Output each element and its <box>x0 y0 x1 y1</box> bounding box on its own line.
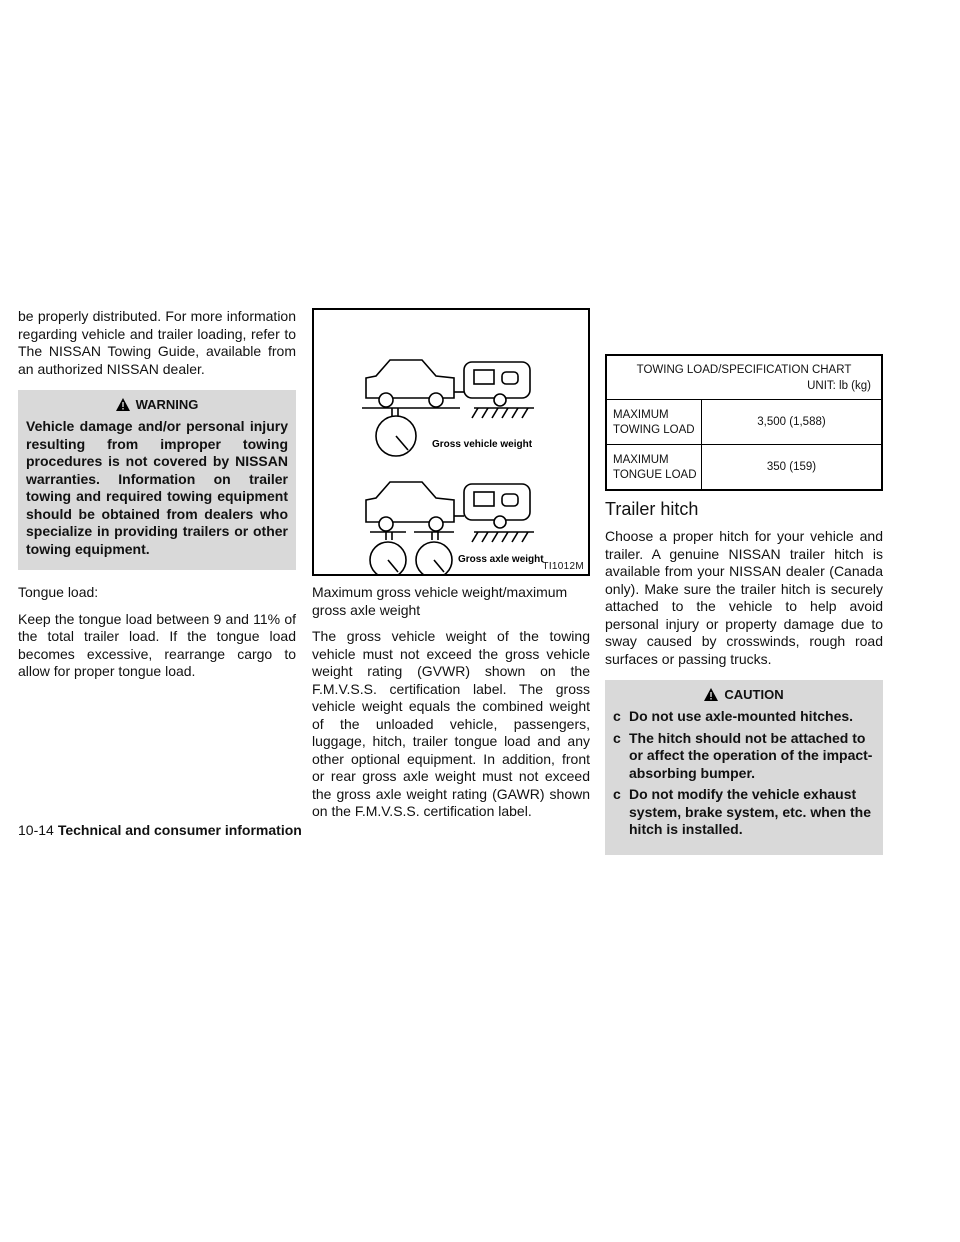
gross-axle-weight-label: Gross axle weight <box>458 554 544 565</box>
caution-item-text: Do not use axle-mounted hitches. <box>629 708 854 724</box>
weight-illustration <box>312 308 590 576</box>
intro-paragraph: be properly distributed. For more information regarding vehicle and trailer loading, refer to The NISSAN Towing Guide, available from an authorized NISSAN dealer. <box>18 308 296 377</box>
warning-header <box>26 396 288 412</box>
chart-title: TOWING LOAD/SPECIFICATION CHART <box>636 364 852 376</box>
tongue-load-text: Keep the tongue load between 9 and 11% of the total trailer load. If the tongue load becomes excessive, rearrange cargo to allow for proper tongue load. <box>18 610 296 679</box>
caution-box <box>605 680 883 855</box>
left-column <box>18 308 296 690</box>
caution-item-text: The hitch should not be attached to or affect the operation of the impact-absorbing bumper. <box>629 729 873 781</box>
row-label-line: TOWING LOAD <box>613 424 695 436</box>
warning-text: Vehicle damage and/or personal injury resulting from improper towing procedures is not covered by NISSAN warranties. Information on trailer towing and required towing equipment should be obtained from dealers who specialize in providing trailers or other towing equipment. <box>26 418 288 557</box>
weight-diagram <box>314 310 588 574</box>
list-item <box>613 786 875 839</box>
row-label-line: TONGUE LOAD <box>613 469 697 481</box>
row-label-line: MAXIMUM <box>613 409 669 421</box>
caution-title: CAUTION <box>724 686 784 702</box>
table-row <box>607 445 881 489</box>
page-number: 10-14 <box>18 822 54 838</box>
caution-list <box>613 708 875 839</box>
gross-weight-text: The gross vehicle weight of the towing vehicle must not exceed the gross vehicle weight rating (GVWR) shown on the F.M.V.S.S. certification label. The gross vehicle weight equals the combined weight of the unloaded vehicle, passengers, luggage, hitch, trailer tongue load and any other optional equipment. In addition, front or rear gross axle weight must not exceed the gross axle weight rating (GAWR) shown on the F.M.V.S.S. certification label. <box>312 628 590 819</box>
warning-title: WARNING <box>135 396 199 412</box>
tongue-load-heading: Tongue load: <box>18 584 99 600</box>
bullet-mark: c <box>613 708 621 724</box>
table-row <box>607 400 881 445</box>
bullet-mark: c <box>613 729 621 746</box>
towing-load-chart <box>605 354 883 491</box>
warning-icon <box>116 398 130 411</box>
gross-vehicle-weight-label: Gross vehicle weight <box>432 439 533 450</box>
figure-id: TI1012M <box>542 561 584 572</box>
list-item <box>613 708 875 726</box>
chart-unit: UNIT: lb (kg) <box>607 380 881 400</box>
row-label <box>607 400 702 444</box>
right-column <box>605 308 883 855</box>
row-value: 3,500 (1,588) <box>757 416 826 428</box>
section-title: Technical and consumer information <box>57 822 302 838</box>
trailer-hitch-heading: Trailer hitch <box>605 499 699 519</box>
trailer-hitch-text: Choose a proper hitch for your vehicle and trailer. A genuine NISSAN trailer hitch is available from your NISSAN dealer (Canada only). Make sure the trailer hitch is securely attached to the vehicle to help avoid personal injury or property damage due to sway caused by crosswinds, rough road surfaces or passing trucks. <box>605 528 883 667</box>
warning-box <box>18 390 296 570</box>
row-label <box>607 445 702 489</box>
bullet-mark: c <box>613 786 621 802</box>
page-footer <box>18 822 302 838</box>
caution-item-text: Do not modify the vehicle exhaust system, brake system, etc. when the hitch is installed. <box>629 786 871 837</box>
list-item <box>613 730 875 783</box>
caution-icon <box>704 688 718 701</box>
middle-column <box>312 308 590 830</box>
row-value: 350 (159) <box>766 461 817 473</box>
figure-caption: Maximum gross vehicle weight/maximum gross axle weight <box>312 584 568 618</box>
row-label-line: MAXIMUM <box>613 454 669 466</box>
caution-header <box>613 686 875 702</box>
